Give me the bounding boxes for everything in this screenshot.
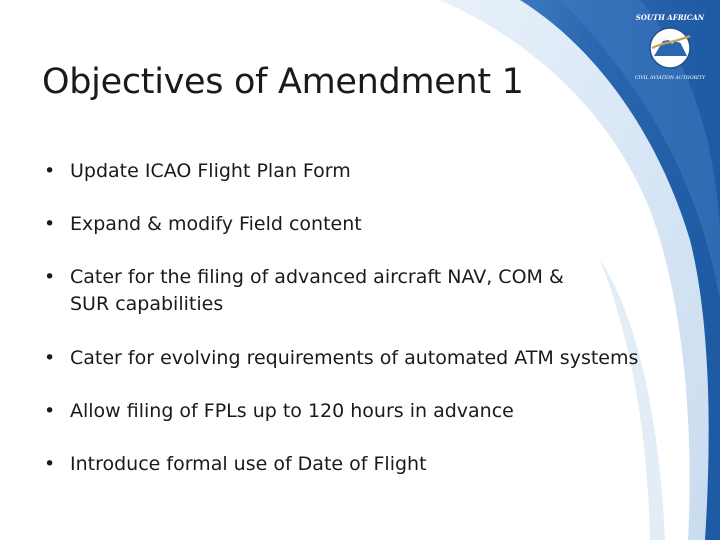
bullet-dot: • [44, 160, 56, 182]
bullet-dot: • [44, 400, 56, 422]
bullet-item [44, 158, 644, 185]
logo-bottom-text: CIVIL AVIATION AUTHORITY [635, 75, 706, 81]
bullet-item [44, 345, 704, 372]
logo-top-text: SOUTH AFRICAN [635, 13, 705, 22]
bullet-item [44, 211, 644, 238]
bullet-text: Expand & modify Field content [70, 213, 362, 235]
bullet-item [44, 451, 644, 478]
bullet-dot: • [44, 347, 56, 369]
bullet-text: Cater for the filing of advanced aircraft NAV, COM & SUR capabilities [70, 266, 564, 315]
bullet-dot: • [44, 213, 56, 235]
bullet-dot: • [44, 453, 56, 475]
bullet-item [44, 264, 604, 318]
bullet-text: Cater for evolving requirements of automated ATM systems [70, 347, 639, 369]
bullet-text: Update ICAO Flight Plan Form [70, 160, 351, 182]
bullet-item [44, 398, 644, 425]
civil-aviation-authority-logo [630, 8, 710, 92]
slide-title: Objectives of Amendment 1 [42, 62, 524, 102]
bullet-dot: • [44, 266, 56, 288]
bullet-text: Introduce formal use of Date of Flight [70, 453, 427, 475]
bullet-text: Allow filing of FPLs up to 120 hours in advance [70, 400, 514, 422]
